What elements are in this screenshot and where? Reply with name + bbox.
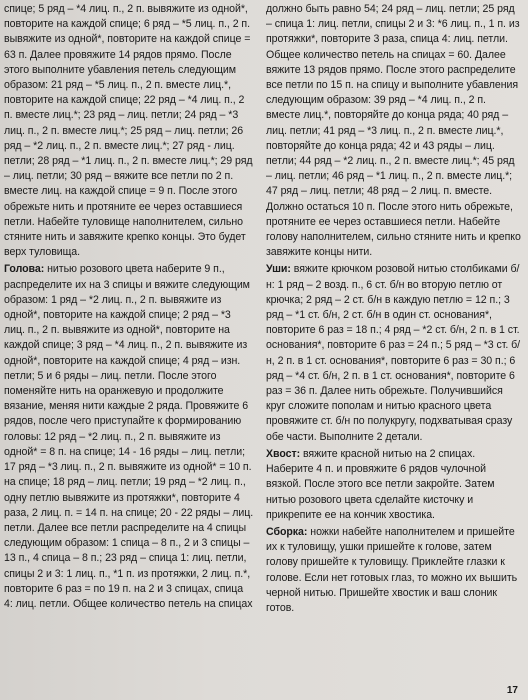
section-heading-ears: Уши: [266, 263, 291, 276]
section-text-assembly: ножки набейте наполнителем и пришейте их к туловищу, ушки пришейте к голове, затем голову пришейте к туловищу. Приклейте глазки к голове. Если нет готовых глаз, то можно их вышить черной нитью. Пришейте хвостик и ваш слоник готов. [266, 525, 518, 614]
section-heading-assembly: Сборка: [266, 525, 308, 538]
section-heading-tail: Хвост: [266, 447, 301, 460]
section-text-tail: вяжите красной нитью на 2 спицах. Наберите 4 п. и провяжите 6 рядов чулочной вязкой. После этого все петли закройте. Затем нитью розового цвета сделайте кисточку и прикрепите ее на кончик хвостика. [266, 447, 495, 521]
section-heading-head: Голова: [4, 263, 45, 276]
section-text-head: нитью розового цвета наберите 9 п., распределите их на 3 спицы и вяжите следующим образом: 1 ряд – *2 лиц. п., 2 п. вывяжите из одной*, повторите на каждой спице; 2 ряд – *3 лиц. п., 2 п. вывяжите из одной*, повторите на каждой спице; 3 ряд – *4 лиц. п., 2 п. вывяжите из одной*, повторите на каждой спице; 4 ряд – изн. петли; 5 и 6 ряды – лиц. петли. После этого поменяйте нить на оранжевую и продолжите вязание, меняя нити каждые 2 ряда. Провяжите 6 рядов, после чего приступайте к формированию головы: 12 ряд – *2 лиц. п., 2 п. вывяжите из одной* = 8 п. на спице; 14 - 16 ряды – лиц. петли; 17 ряд – *3 лиц. п., 2 п. вывяжите из одной* = 10 п. на спице; 18 ряд – лиц. петли; 19 ряд – *2 лиц. п., одну петлю вывяжите из протяжки*, повторите 4 раза, 2 лиц. п. = 14 п. на спице; 20 - 22 ряды – лиц. петли. Далее все петли распределите на 4 спицы следующим образом: 1 спица – 8 п., 2 и 3 спицы – 13 п., 4 спица – 8 п.; 23 ряд – спица 1: лиц. петли, спицы 2 и 3: 1 лиц. п., *1 п. из протяжки, 2 лиц. п.*, повторите 6 раз = по 19 п. на 2 и 3 спицах, спица 4: лиц. петли. Общее количество петель на спицах [4, 263, 254, 610]
page-number: 17 [506, 685, 518, 696]
body-paragraph: должно быть равно 54; 24 ряд – лиц. петли; 25 ряд – спица 1: лиц. петли, спицы 2 и 3: *6 лиц. п., 1 п. из протяжки*, повторите 3 раза, спица 4: лиц. петли. Общее количество петель на спицах = 60. Далее вяжите 13 рядов прямо. После этого распределите все петли по 15 п. на спицу и выполните убавления следующим образом: 39 ряд – *4 лиц. п., 2 п. вместе лиц.*, повторяйте до конца ряда; 40 ряд – лиц. петли; 41 ряд – *3 лиц. п., 2 п. вместе лиц.*, повторяйте до конца ряда; 42 и 43 ряды – лиц. петли; 44 ряд – *2 лиц. п., 2 п. вместе лиц.*; 45 ряд – лиц. петли; 46 ряд – *1 лиц. п., 2 п. вместе лиц.*; 47 ряд – лиц. петли; 48 ряд – 2 лиц. п. вместе. Должно остаться 10 п. После этого нить обрежьте, протяните ее через оставшиеся петли. Набейте голову наполнителем, сильно стяните нить и крепко завяжите концы нити. [266, 3, 521, 259]
assembly-section [266, 525, 522, 616]
body-paragraph: спице; 5 ряд – *4 лиц. п., 2 п. вывяжите из одной*, повторите на каждой спице; 6 ряд – *5 лиц. п., 2 п. вывяжите из одной*, повторите на каждой спице = 63 п. Далее провяжите 14 рядов прямо. После этого выполните убавления петель следующим образом: 21 ряд – *5 лиц. п., 2 п. вместе лиц.*, повторите на каждой спице; 22 ряд – *4 лиц. п., 2 п. вместе лиц.*; 23 ряд – лиц. петли; 24 ряд – *3 лиц. п., 2 п. вместе лиц.*; 25 ряд – лиц. петли; 26 ряд – *2 лиц. п., 2 п. вместе лиц.*; 27 ряд - лиц. петли; 28 ряд – *1 лиц. п., 2 п. вместе лиц.*; 29 ряд – лиц. петли; 30 ряд – вяжите все петли по 2 п. вместе лиц. на каждой спице = 9 п. После этого обрежьте нить и протяните ее через оставшиеся петли. Набейте туловище наполнителем, сильно стяните нить и завяжите крепко концы. Это будет верх туловища. [4, 3, 253, 259]
section-text-ears: вяжите крючком розовой нитью столбиками б/н: 1 ряд – 2 возд. п., 6 ст. б/н во вторую петлю от крючка; 2 ряд – 2 ст. б/н в каждую петлю = 12 п.; 3 ряд – *1 ст. б/н, 2 ст. б/н в один ст. основания*, повторите 6 раз = 18 п.; 4 ряд – *2 ст. б/н, 2 п. в 1 ст. основания*, повторите 6 раз = 24 п.; 5 ряд – *3 ст. б/н, 2 п. в 1 ст. основания*, повторите 6 раз = 30 п.; 6 ряд – *4 ст. б/н, 2 п. в 1 ст. основания*, повторите 6 раз = 36 п. Далее нить обрежьте. Получившийся круг сложите пополам и нитью красного цвета провяжите ст. б/н по полукругу, подхватывая сразу обе части. Выполните 2 детали. [266, 263, 521, 443]
ears-section [266, 262, 522, 444]
left-column [4, 2, 254, 676]
head-section [4, 262, 254, 612]
right-column [266, 2, 522, 676]
tail-section [266, 447, 522, 523]
